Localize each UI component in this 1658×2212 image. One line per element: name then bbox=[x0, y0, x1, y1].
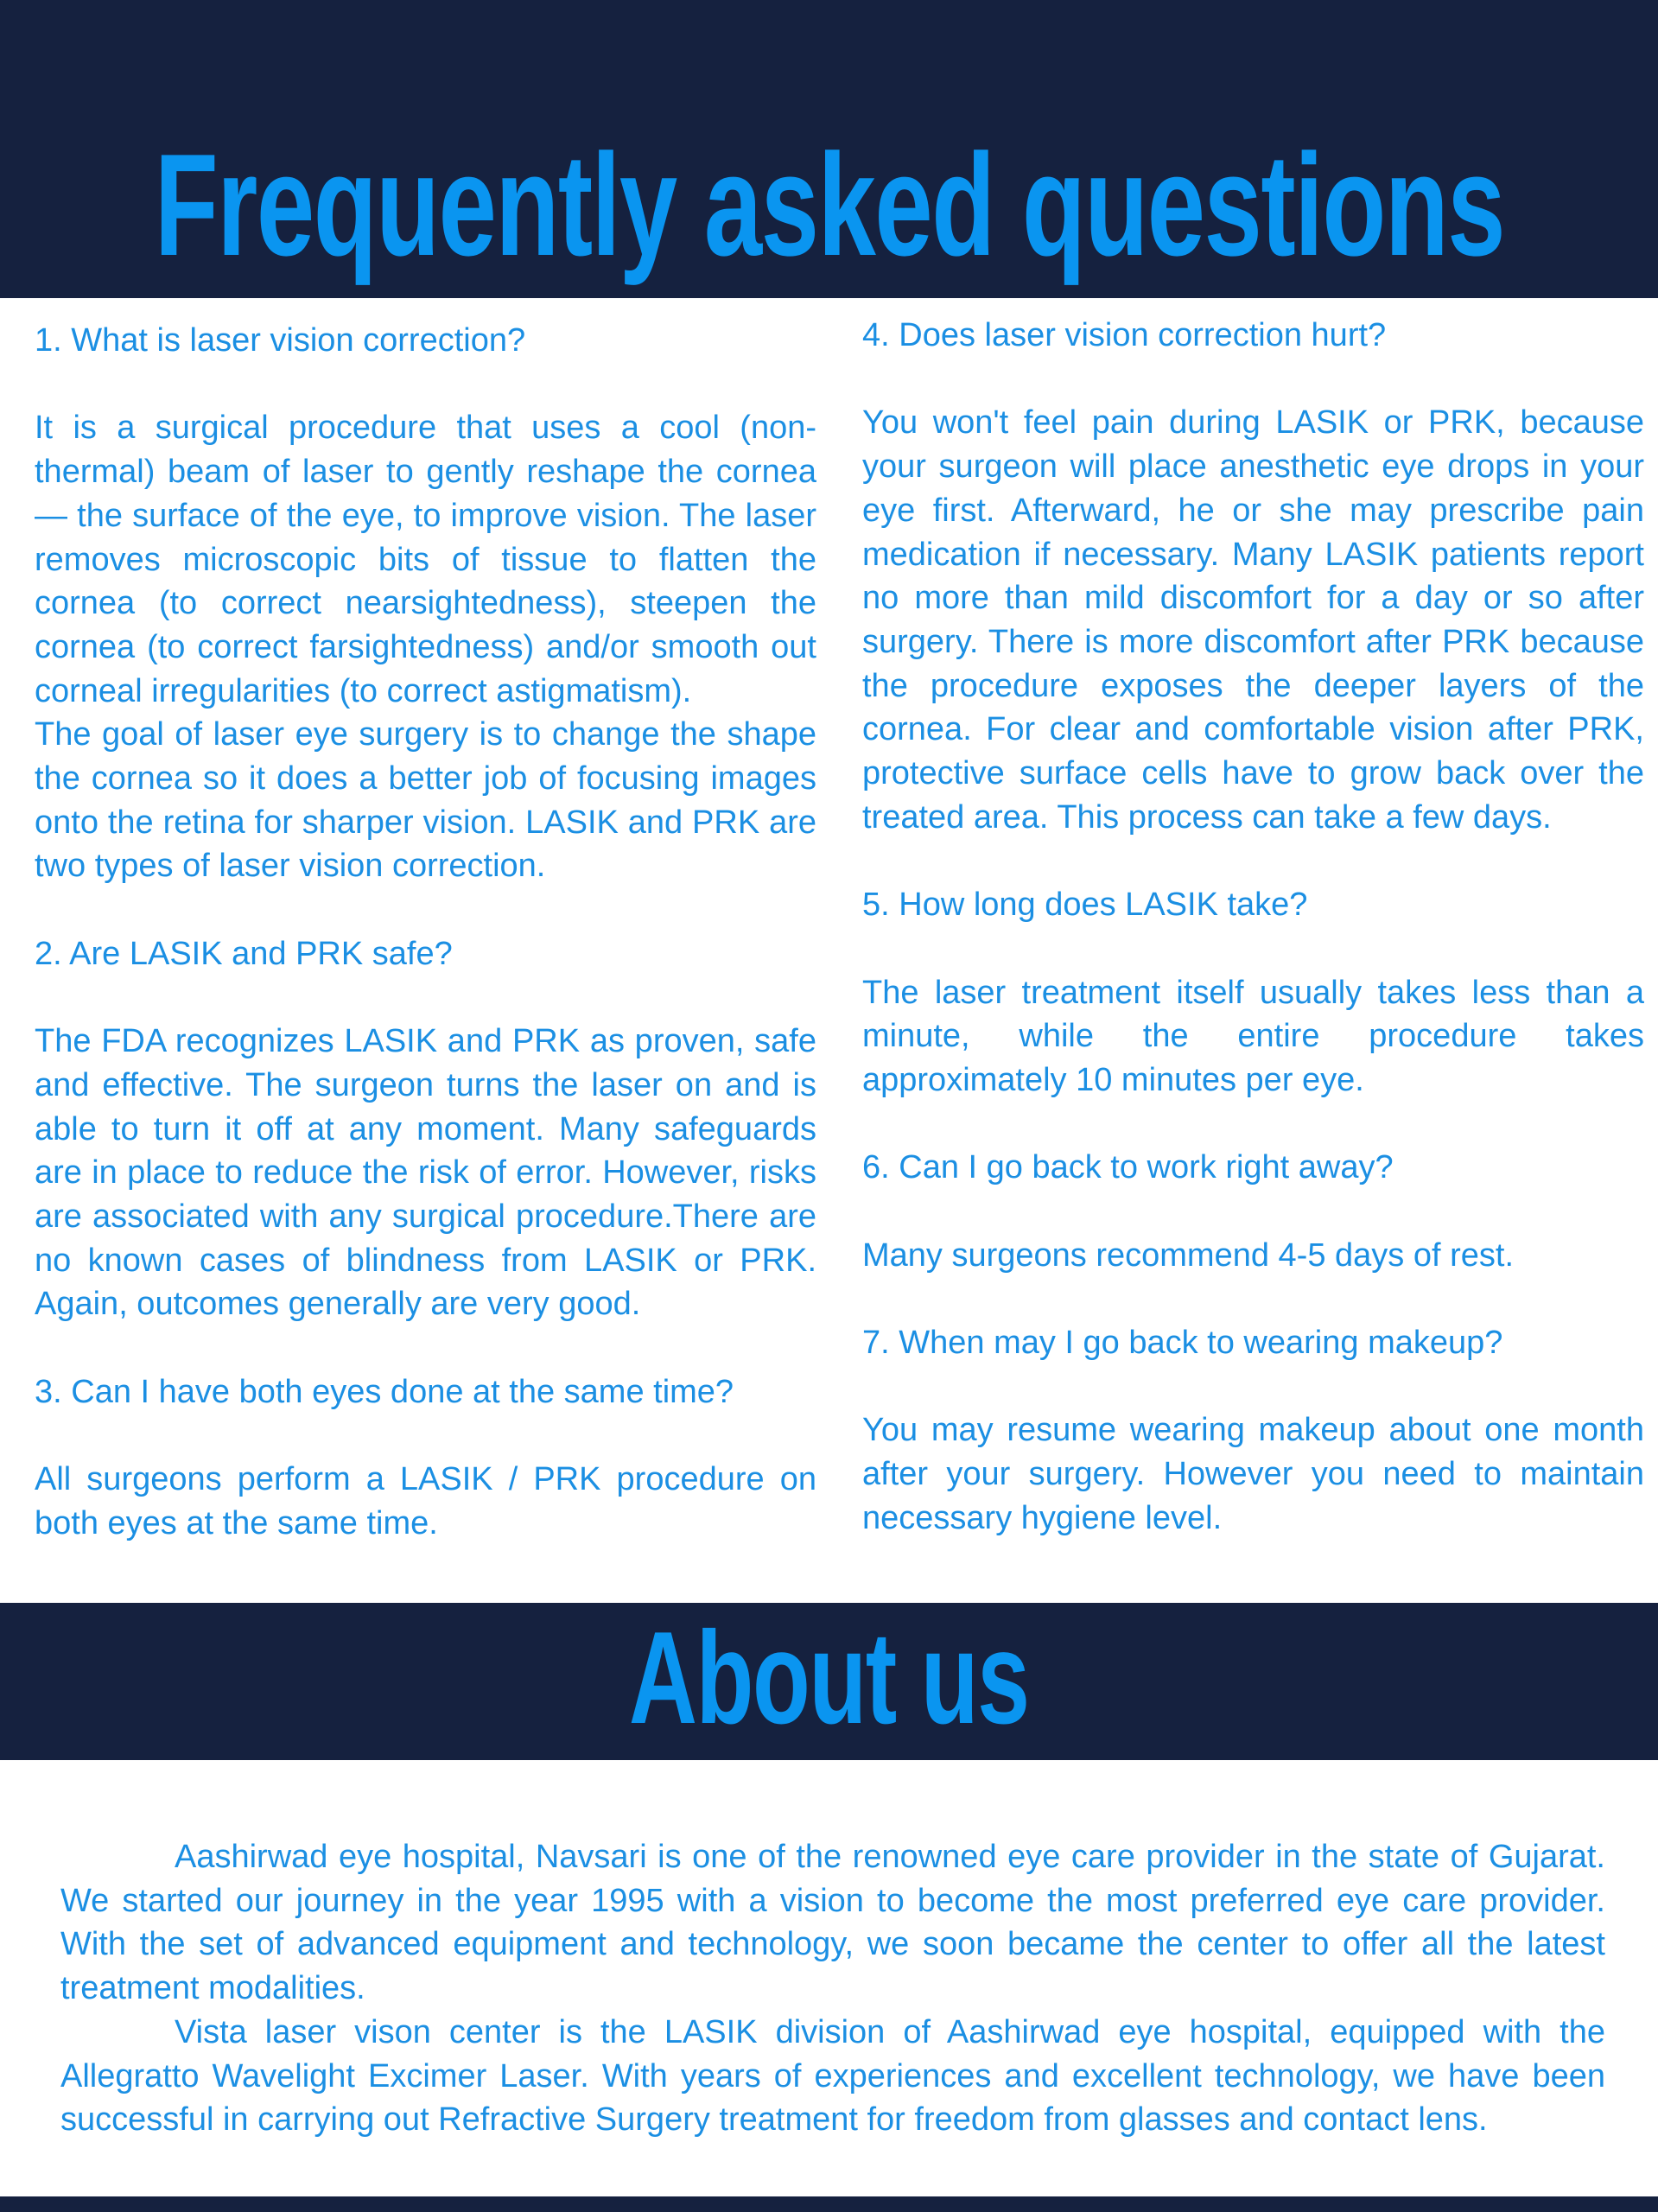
faq-title: Frequently asked questions bbox=[154, 124, 1504, 286]
faq-question-5: 5. How long does LASIK take? bbox=[862, 887, 1308, 924]
about-paragraph-1: Aashirwad eye hospital, Navsari is one of the renowned eye care provider in the state of Gujarat. We started our journey in the year 1995 with a vision to become the most preferred eye care provider. With the set of advanced equipment and technology, we soon became the center to offer all the latest treatment modalities. bbox=[60, 1839, 1605, 2007]
about-paragraph-2: Vista laser vison center is the LASIK division of Aashirwad eye hospital, equipped with the Allegratto Wavelight Excimer Laser. With years of experiences and excellent technology, we have been successful in carrying out Refractive Surgery treatment for freedom from glasses and contact lens. bbox=[60, 2013, 1605, 2139]
faq-question-1: 1. What is laser vision correction? bbox=[35, 322, 526, 359]
faq-question-7: 7. When may I go back to wearing makeup? bbox=[862, 1325, 1503, 1362]
faq-answer-6: Many surgeons recommend 4-5 days of rest. bbox=[862, 1236, 1515, 1274]
faq-answer-2: The FDA recognizes LASIK and PRK as proven, safe and effective. The surgeon turns the laser on and is able to turn it off at any moment. Many safeguards are in place to reduce the risk of error. However, risks are associated with any surgical procedure.There are no known cases of blindness from LASIK or PRK. Again, outcomes generally are very good. bbox=[35, 1023, 816, 1323]
about-header-band bbox=[0, 1603, 1658, 1760]
faq-question-3: 3. Can I have both eyes done at the same time? bbox=[35, 1373, 734, 1410]
footer-band bbox=[0, 2196, 1658, 2212]
faq-answer-4: You won't feel pain during LASIK or PRK, because your surgeon will place anesthetic eye drops in your eye first. Afterward, he or she may prescribe pain medication if necessary. Many LASIK patients report no more than mild discomfort for a day or so after surgery. There is more discomfort after PRK because the procedure exposes the deeper layers of the cornea. For clear and comfortable vision after PRK, protective surface cells have to grow back over the treated area. This process can take a few days. bbox=[862, 404, 1644, 836]
faq-question-2: 2. Are LASIK and PRK safe? bbox=[35, 935, 453, 972]
faq-answer-5: The laser treatment itself usually takes less than a minute, while the entire procedure takes approximately 10 minutes per eye. bbox=[862, 974, 1644, 1098]
faq-question-4: 4. Does laser vision correction hurt? bbox=[862, 317, 1387, 353]
faq-column-left bbox=[35, 319, 816, 1546]
faq-answer-1-paragraph-1: It is a surgical procedure that uses a cool (non-thermal) beam of laser to gently reshape the cornea — the surface of the eye, to improve vision. The laser removes microscopic bits of tissue to flatten the cornea (to correct nearsightedness), steepen the cornea (to correct farsightedness) and/or smooth out corneal irregularities (to correct astigmatism). bbox=[35, 410, 816, 709]
faq-answer-1-paragraph-2: The goal of laser eye surgery is to change the shape the cornea so it does a better job of focusing images onto the retina for sharper vision. LASIK and PRK are two types of laser vision correction. bbox=[35, 716, 816, 885]
faq-question-6: 6. Can I go back to work right away? bbox=[862, 1149, 1394, 1186]
faq-header-band bbox=[0, 0, 1658, 298]
about-body bbox=[60, 1835, 1605, 2142]
faq-column-right bbox=[862, 314, 1644, 1541]
faq-answer-7: You may resume wearing makeup about one month after your surgery. However you need to maintain necessary hygiene level. bbox=[862, 1412, 1644, 1536]
about-title: About us bbox=[629, 1604, 1029, 1751]
faq-answer-3: All surgeons perform a LASIK / PRK procedure on both eyes at the same time. bbox=[35, 1461, 816, 1541]
